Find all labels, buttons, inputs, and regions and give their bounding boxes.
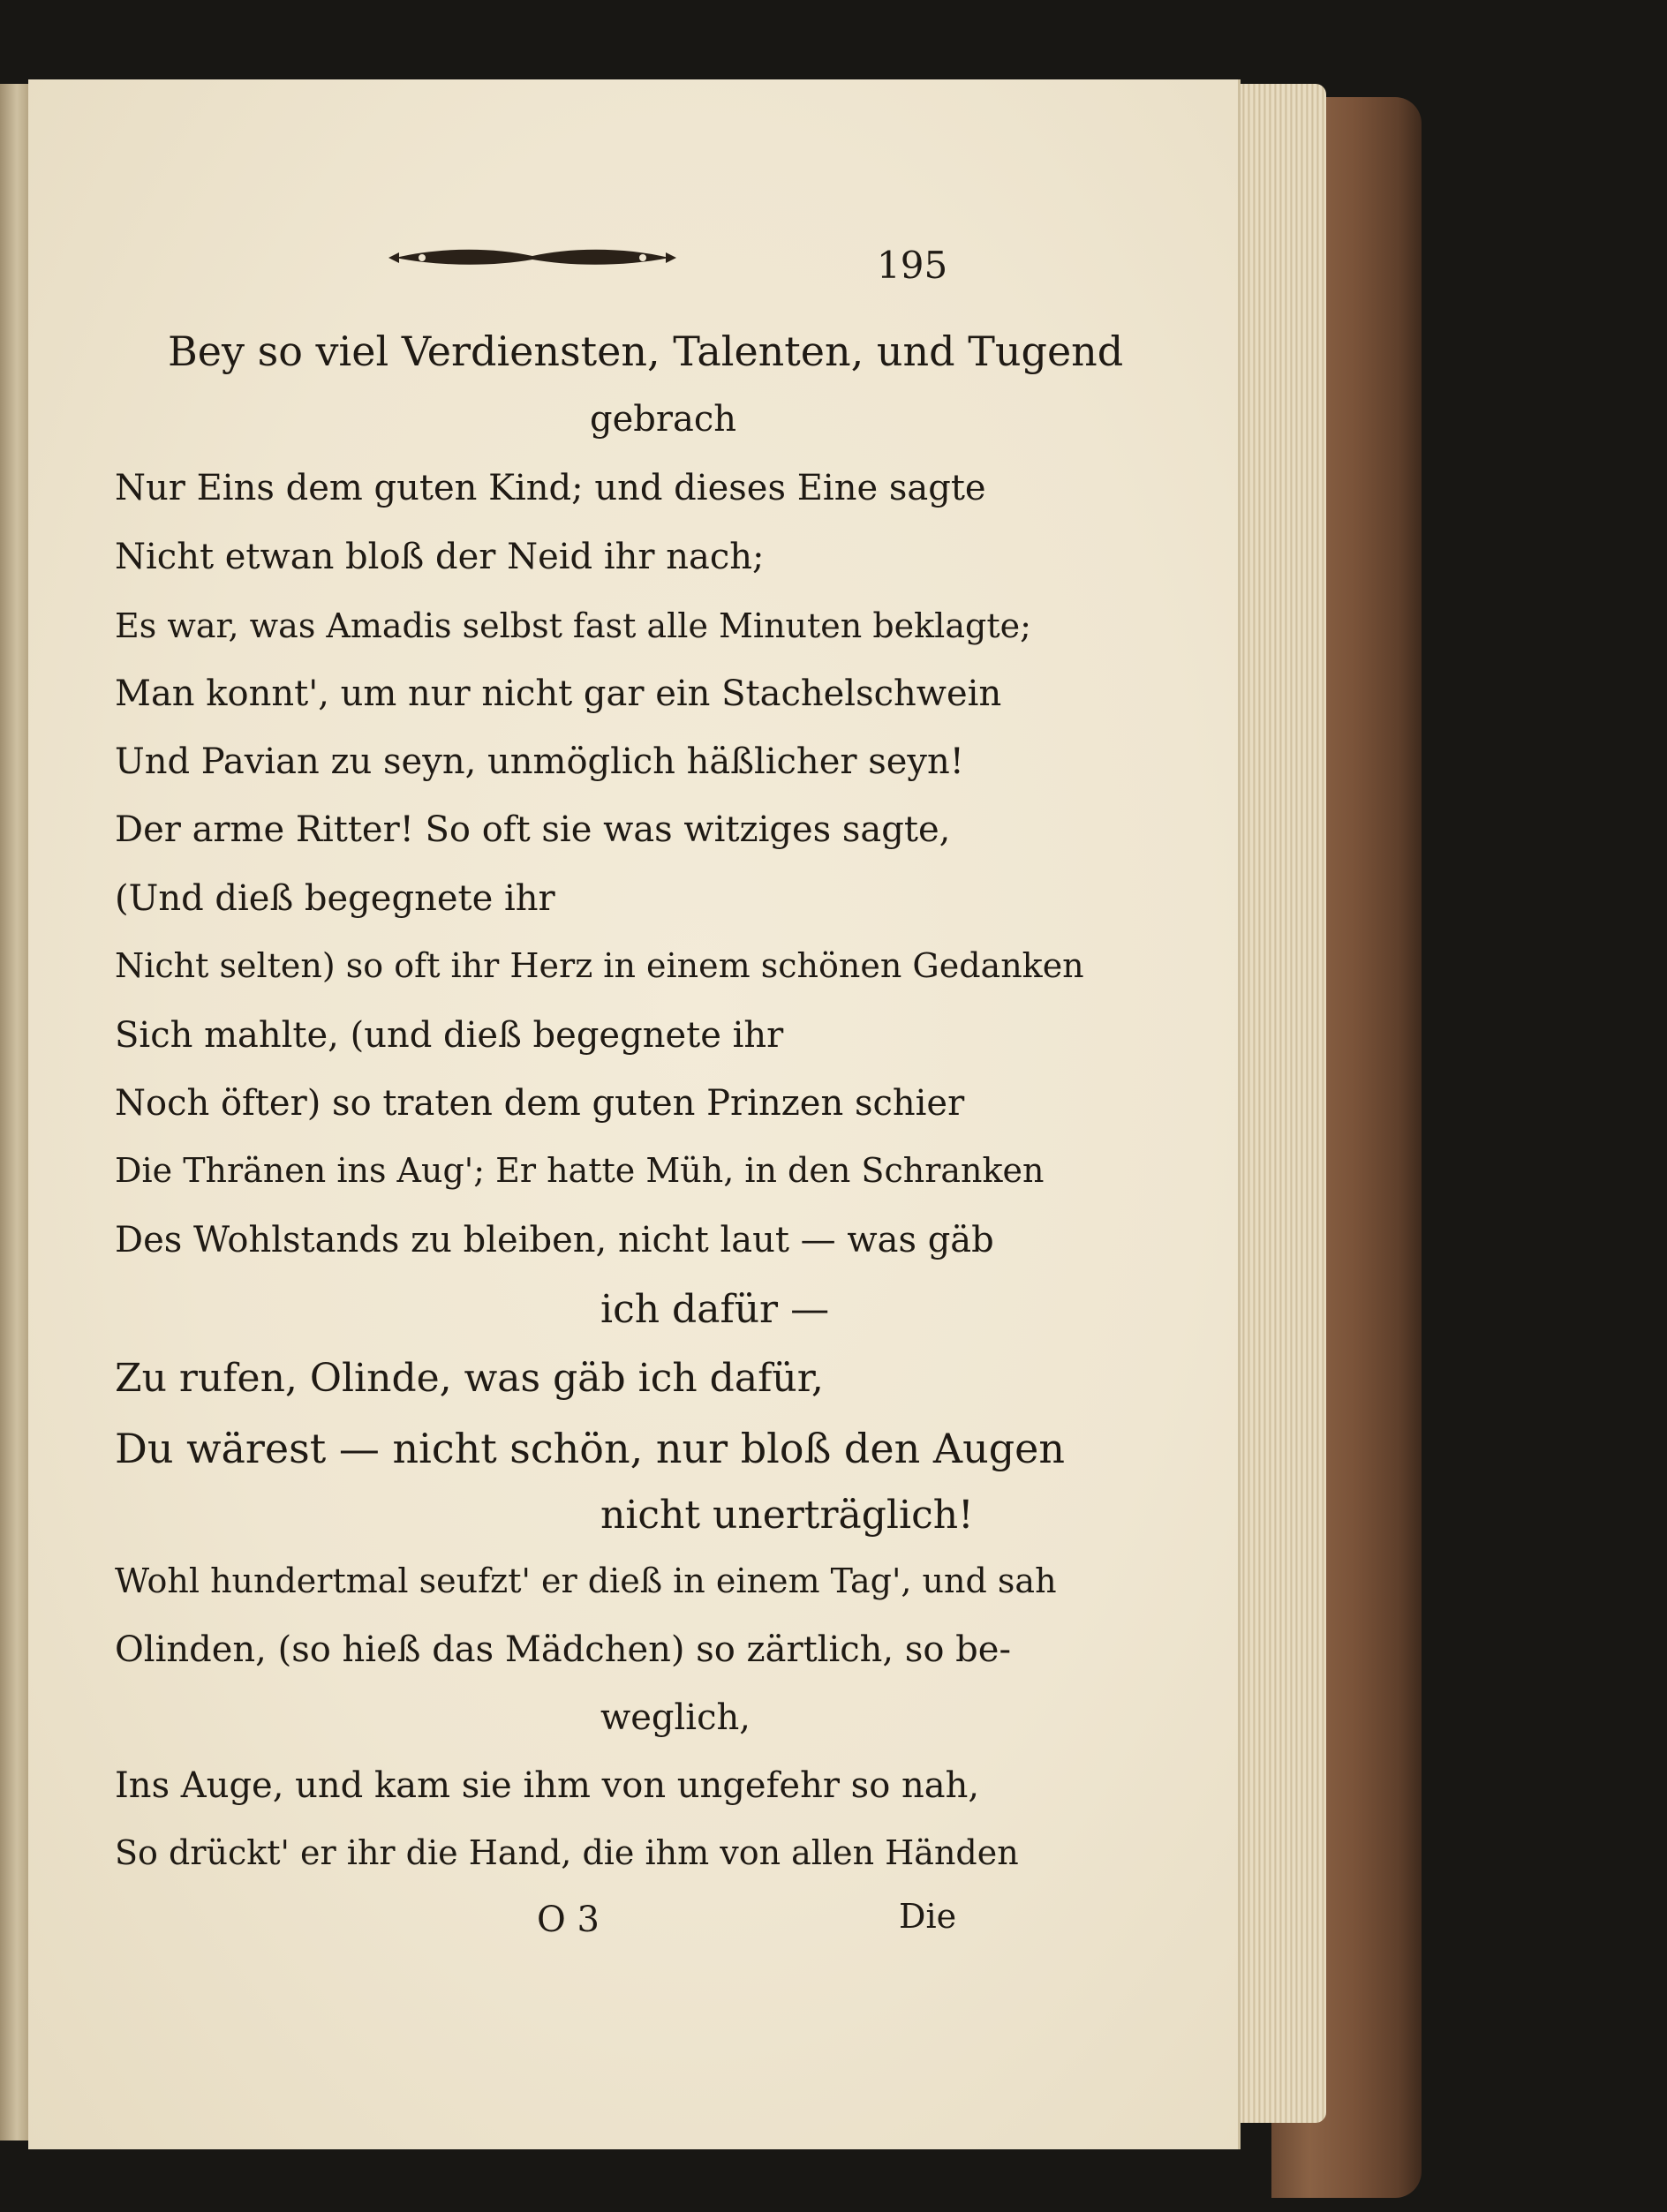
text-line-7: Und Pavian zu seyn, unmöglich häßlicher seyn! — [115, 741, 964, 782]
text-line-4: Nicht etwan bloß der Neid ihr nach; — [115, 537, 765, 577]
page-number: 195 — [877, 244, 948, 287]
page-edges — [1229, 84, 1326, 2123]
text-line-18: nicht unerträglich! — [600, 1493, 974, 1538]
text-line-10: Nicht selten) so oft ihr Herz in einem schönen Gedanken — [115, 946, 1084, 985]
text-line-16: Zu rufen, Olinde, was gäb ich dafür, — [115, 1356, 824, 1401]
text-line-22: Ins Auge, und kam sie ihm von ungefehr so nah, — [115, 1765, 980, 1806]
text-line-1: Bey so viel Verdiensten, Talenten, und Tugend — [168, 327, 1124, 375]
text-line-20: Olinden, (so hieß das Mädchen) so zärtlich, so be- — [115, 1629, 1011, 1670]
text-line-17: Du wärest — nicht schön, nur bloß den Augen — [115, 1425, 1065, 1472]
text-line-8: Der arme Ritter! So oft sie was witziges sagte, — [115, 809, 951, 850]
text-line-23: So drückt' er ihr die Hand, die ihm von allen Händen — [115, 1833, 1019, 1872]
text-line-6: Man konnt', um nur nicht gar ein Stachelschwein — [115, 673, 1002, 714]
signature-mark: O 3 — [537, 1900, 600, 1940]
text-line-12: Noch öfter) so traten dem guten Prinzen schier — [115, 1083, 965, 1124]
text-line-14: Des Wohlstands zu bleiben, nicht laut — was gäb — [115, 1220, 994, 1260]
catchword: Die — [899, 1897, 957, 1936]
text-line-2: gebrach — [590, 399, 737, 440]
text-line-19: Wohl hundertmal seufzt' er dieß in einem Tag', und sah — [115, 1561, 1057, 1600]
decorative-ornament — [387, 240, 678, 275]
text-line-11: Sich mahlte, (und dieß begegnete ihr — [115, 1015, 784, 1056]
text-line-3: Nur Eins dem guten Kind; und dieses Eine sagte — [115, 468, 986, 508]
text-line-9: (Und dieß begegnete ihr — [115, 878, 555, 919]
text-line-15: ich dafür — — [600, 1287, 830, 1332]
left-page-edge — [0, 84, 30, 2141]
text-line-5: Es war, was Amadis selbst fast alle Minuten beklagte; — [115, 606, 1031, 645]
text-line-13: Die Thränen ins Aug'; Er hatte Müh, in den Schranken — [115, 1151, 1045, 1190]
text-line-21: weglich, — [600, 1697, 751, 1738]
